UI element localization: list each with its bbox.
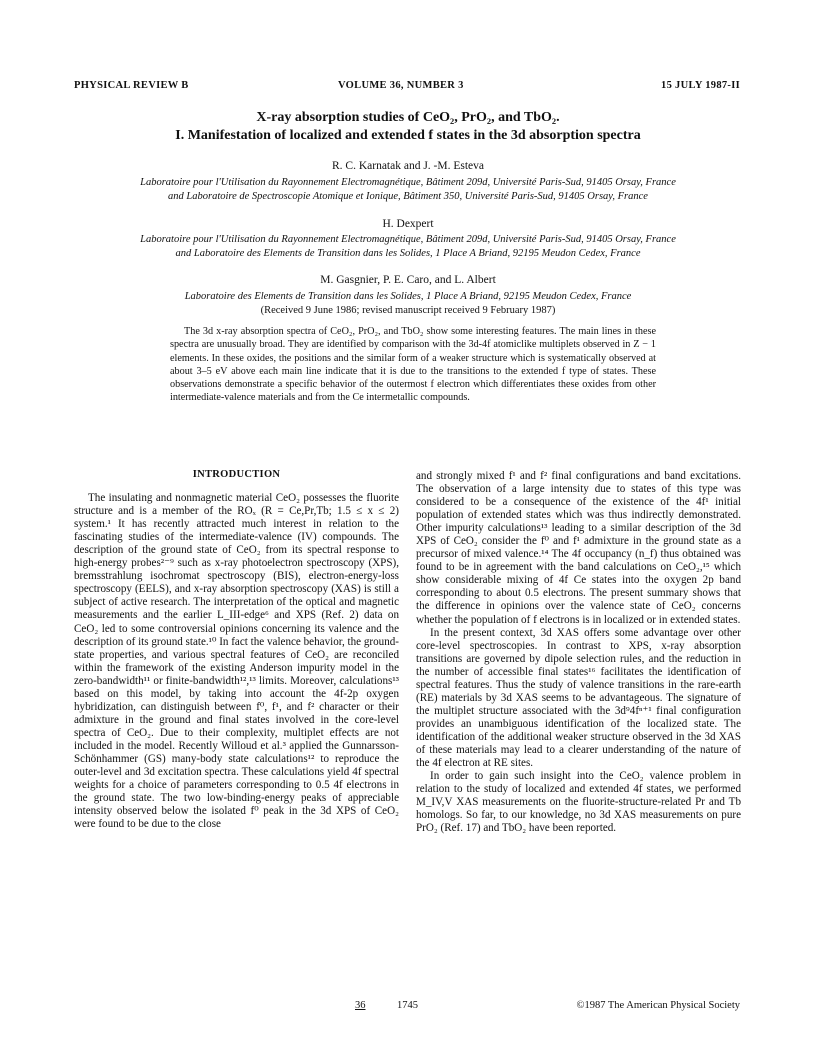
author-names: M. Gasgnier, P. E. Caro, and L. Albert	[320, 274, 496, 286]
body-paragraph: and strongly mixed f¹ and f² final configurations and band excitations. The observation of a large intensity due to states of this type was considered to be a consequence of the existence of the 4f¹ initial population of extended states which was thus indirectly demonstrated. Other impurity calculations¹³ leading to a similar description of the 3d XPS of CeO₂ consider the f⁰ and f¹ admixture in the ground state as a precursor of mixed valence.¹⁴ The 4f occupancy (n_f) thus obtained was found to be in agreement with the band calculations on CeO₂,¹⁵ which show considerable mixing of 4f Ce states into the oxygen 2p band corresponding to about 0.5 electrons. The present summary shows that the difference in opinions over the valence state of CeO₂ concerns whether the population of f electrons is in localized or in extended states.	[416, 470, 741, 626]
page-number: 1745	[397, 1000, 418, 1011]
author-affiliation: and Laboratoire de Spectroscopie Atomique et Ionique, Bâtiment 350, Université Paris-Sud, 91405 Orsay, France	[168, 191, 648, 202]
paper-title-line-1: X-ray absorption studies of CeO₂, PrO₂, and TbO₂.	[256, 110, 560, 125]
section-heading: INTRODUCTION	[192, 469, 281, 480]
paper-title-line-2: I. Manifestation of localized and extended f states in the 3d absorption spectra	[175, 128, 641, 143]
author-names: H. Dexpert	[382, 218, 434, 230]
body-paragraph: In the present context, 3d XAS offers some advantage over other core-level spectroscopies. In contrast to XPS, x-ray absorption transitions are governed by dipole selection rules, and the reduction in the number of accessible final states¹⁶ facilitates the identification of spectral features. Thus the study of valence transitions in the rare-earth (RE) materials by 3d XAS seems to be advantageous. The signature of the multiplet structure associated with the 3d⁹4fⁿ⁺¹ final configuration provides an unambiguous identification of the localized state. The identification of the additional weaker structure observed in the 3d XAS of these materials may lead to a clearer understanding of the nature of the 4f electron at RE sites.	[416, 626, 741, 770]
author-affiliation: Laboratoire pour l'Utilisation du Rayonnement Electromagnétique, Bâtiment 209d, Université Paris-Sud, 91405 Orsay, France	[140, 234, 676, 245]
author-names: R. C. Karnatak and J. -M. Esteva	[331, 160, 485, 172]
volume-number: VOLUME 36, NUMBER 3	[338, 80, 464, 91]
received-date: (Received 9 June 1986; revised manuscript received 9 February 1987)	[260, 305, 556, 316]
footer-volume: 36	[355, 1000, 366, 1011]
issue-date: 15 JULY 1987-II	[661, 80, 740, 91]
journal-name: PHYSICAL REVIEW B	[74, 80, 189, 91]
abstract: The 3d x-ray absorption spectra of CeO₂, PrO₂, and TbO₂ show some interesting features. The main lines in these spectra are unusually broad. They are identified by comparison with the 3d-4f atomiclike multiplets observed in Z − 1 elements. In these oxides, the positions and the similar form of a weaker structure which is systematically observed at about 3–5 eV above each main line indicate that it is due to the transitions to the extended f type of states. These observations demonstrate a specific behavior of the outermost f electron which differentiates these oxides from other intermediate-valence materials and from the Ce intermetallic compounds.	[170, 326, 656, 404]
left-column	[74, 468, 399, 831]
copyright: ©1987 The American Physical Society	[576, 1000, 740, 1011]
author-affiliation: and Laboratoire des Elements de Transition dans les Solides, 1 Place A Briand, 92195 Meudon Cedex, France	[175, 248, 641, 259]
author-affiliation: Laboratoire pour l'Utilisation du Rayonnement Electromagnétique, Bâtiment 209d, Université Paris-Sud, 91405 Orsay, France	[140, 177, 676, 188]
right-column	[416, 470, 741, 835]
body-paragraph: The insulating and nonmagnetic material CeO₂ possesses the fluorite structure and is a member of the ROₓ (R = Ce,Pr,Tb; 1.5 ≤ x ≤ 2) system.¹ It has recently attracted much interest in relation to the fascinating studies of the intermediate-valence (IV) compounds. The description of the ground state of CeO₂ from its spectral response to high-energy probes²⁻⁹ such as x-ray photoelectron spectroscopy (XPS), bremsstrahlung isochromat spectroscopy (BIS), electron-energy-loss spectroscopy (EELS), and x-ray absorption spectroscopy (XAS) is still a subject of active research. The interpretation of the optical and magnetic measurements and the earlier L_III-edge⁶ and XPS (Ref. 2) data on CeO₂ led to some controversial opinions concerning its valence and the description of its ground state.¹⁰ In fact the valence behavior, the ground-state properties, and various spectral features of CeO₂ are reconciled within the framework of the existing Anderson impurity model in the zero-bandwidth¹¹ or finite-bandwidth¹²,¹³ limits. Moreover, calculations¹³ based on this model, by taking into account the 4f-2p oxygen hybridization, can distinguish between f⁰, f¹, and f² character or their admixture in the ground and final states involved in the core-level spectra of CeO₂. Due to their complexity, multiplet effects are not included in the model. Recently Willoud et al.³ applied the Gunnarsson-Schönhammer (GS) many-body state calculations¹² to reproduce the outer-level and 3d excitation spectra. These calculations yield 4f spectral weights for a choice of parameters corresponding to 0.5 4f electrons in the ground state. The two low-binding-energy peaks of appreciable intensity observed below the isolated f⁰ peak in the 3d XPS of CeO₂ were found to be due to the close	[74, 492, 399, 831]
body-paragraph: In order to gain such insight into the CeO₂ valence problem in relation to the study of localized and extended 4f states, we performed M_IV,V XAS measurements on the fluorite-structure-related Pr and Tb homologs. So far, to our knowledge, no 3d XAS measurements on pure PrO₂ (Ref. 17) and TbO₂ have been reported.	[416, 770, 741, 835]
author-affiliation: Laboratoire des Elements de Transition dans les Solides, 1 Place A Briand, 92195 Meudon Cedex, France	[184, 291, 632, 302]
